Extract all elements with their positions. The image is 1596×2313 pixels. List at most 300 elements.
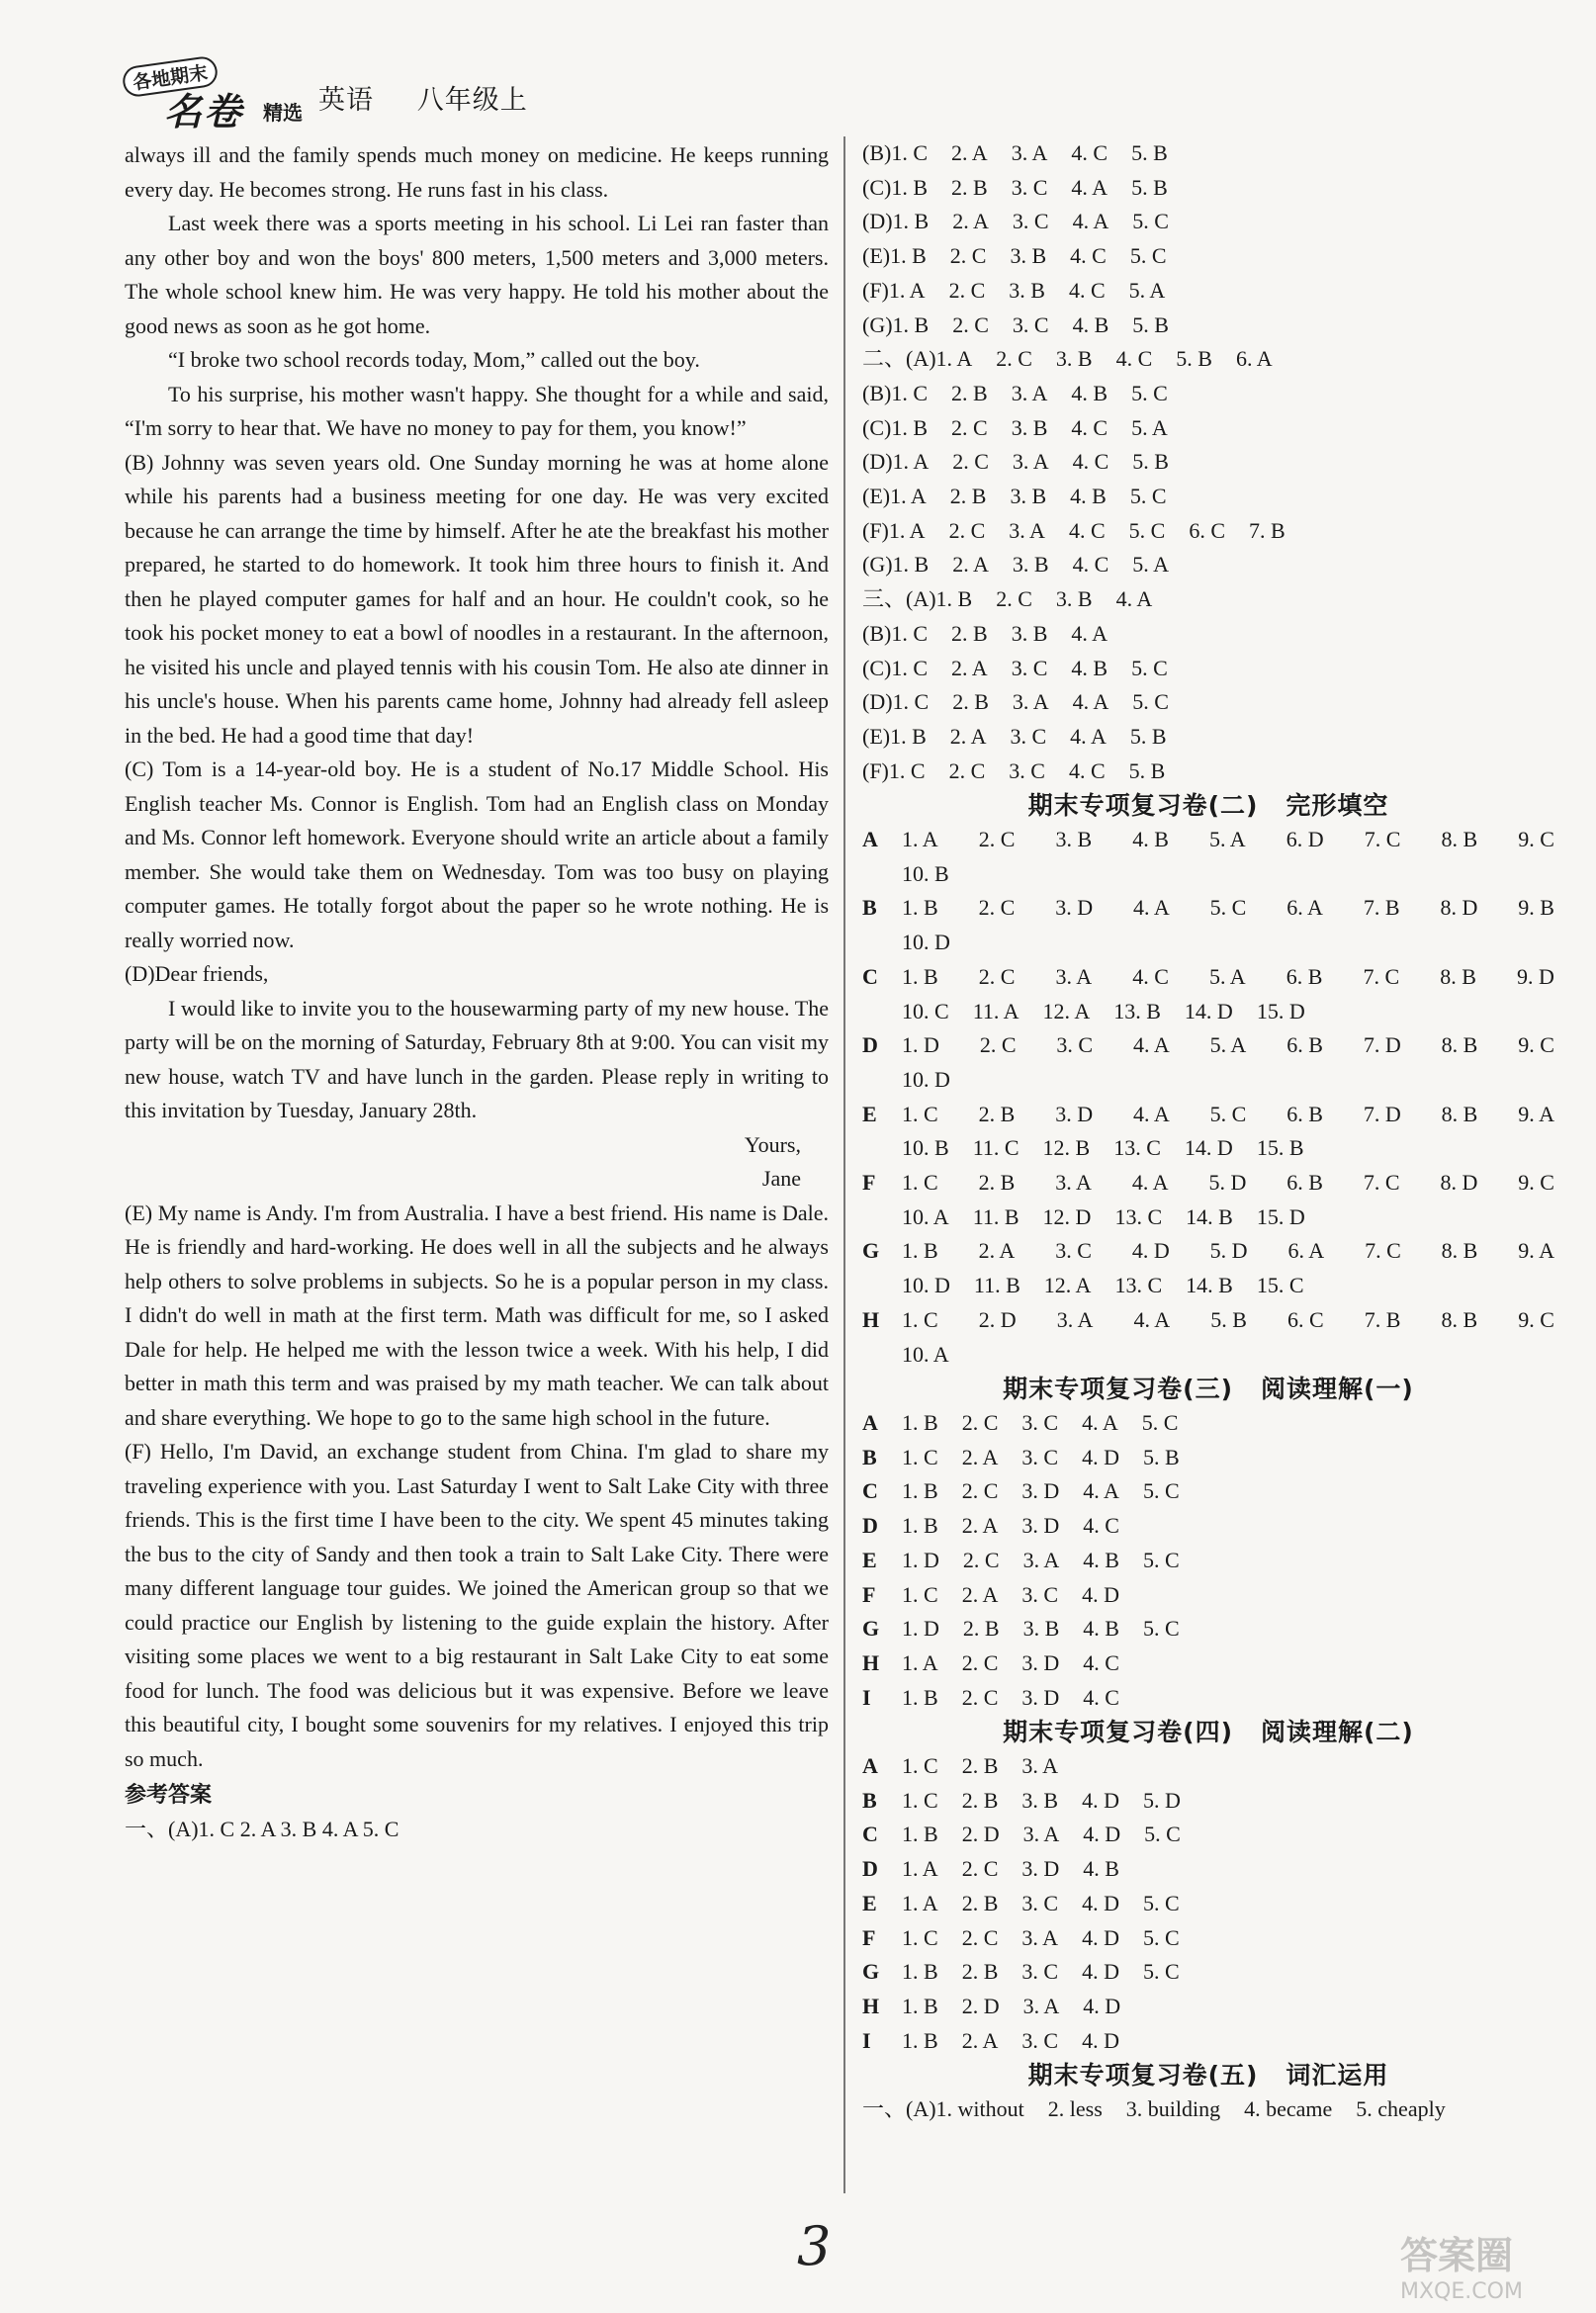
answer-item: 3. C xyxy=(1021,1581,1059,1607)
section-title-3-main: 期末专项复习卷(三) xyxy=(1003,1375,1233,1404)
answer-row xyxy=(862,171,1554,206)
answer-item: 3. C xyxy=(1021,2027,1059,2053)
answer-row-label: D xyxy=(862,1032,878,1058)
answer-item: 5. C xyxy=(1128,517,1166,543)
answer-item: 8. B xyxy=(1441,1238,1478,1264)
answer-item: 5. C xyxy=(1142,1478,1180,1504)
section-title-5-main: 期末专项复习卷(五) xyxy=(1027,2061,1259,2091)
answer-row-label: G xyxy=(862,1959,880,1985)
answer-item: 7. C xyxy=(1364,827,1401,852)
answer-item: 10. A xyxy=(902,1203,949,1229)
answer-item: 7. B xyxy=(1249,517,1286,543)
answer-item: 2. B xyxy=(951,620,988,646)
answer-item: 3. A xyxy=(1021,1753,1059,1778)
answer-item: 2. C xyxy=(962,1547,1000,1572)
answer-row xyxy=(862,891,1554,926)
answer-item: 12. B xyxy=(1042,1135,1091,1161)
answer-row-label: 一、(A) xyxy=(862,2096,936,2122)
answer-item: 3. D xyxy=(1021,1684,1060,1710)
answer-item: 1. B xyxy=(902,1409,938,1435)
answer-item: 2. A xyxy=(961,2027,999,2053)
answer-item: 3. B xyxy=(1011,414,1048,440)
answer-item: 5. C xyxy=(1131,380,1168,405)
answer-row-label: 二、(A) xyxy=(862,346,936,372)
answer-item: 13. C xyxy=(1113,1135,1161,1161)
answer-row-label: A xyxy=(862,1409,878,1435)
answer-item: 1. C xyxy=(902,1924,938,1950)
answer-row-label: F xyxy=(862,1924,876,1950)
answer-item: 1. B xyxy=(892,209,930,234)
answer-item: 3. D xyxy=(1021,1513,1060,1539)
answer-item: 2. C xyxy=(961,1856,999,1882)
column-divider xyxy=(843,136,845,2193)
answer-row xyxy=(862,1474,1554,1509)
answer-item: 2. B xyxy=(961,1890,999,1915)
answer-item: 5. B xyxy=(1131,174,1168,200)
answer-row xyxy=(862,1578,1554,1613)
answer-item: 5. D xyxy=(1209,1238,1248,1264)
answer-item: 4. D xyxy=(1082,2027,1119,2053)
answer-row-label: B xyxy=(862,895,877,921)
answer-item: 15. C xyxy=(1256,1273,1304,1298)
answer-item: 2. C xyxy=(948,517,986,543)
answer-item: 9. B xyxy=(1518,895,1554,921)
answer-row-label: (C) xyxy=(862,655,892,680)
answer-row-label: D xyxy=(862,1856,878,1882)
answer-item: 1. C xyxy=(902,1101,938,1126)
answer-item: 5. D xyxy=(1142,1787,1181,1813)
answer-row xyxy=(862,205,1554,239)
answer-row-label: B xyxy=(862,1787,877,1813)
answer-row-label: C xyxy=(862,1478,878,1504)
answer-item: 11. A xyxy=(972,998,1020,1023)
answer-row-spacer xyxy=(862,1131,902,1166)
answer-item: 4. C xyxy=(1083,1649,1119,1675)
answer-item: 5. C xyxy=(1144,1822,1181,1847)
answer-item: 7. D xyxy=(1363,1101,1401,1126)
answer-item: 3. D xyxy=(1055,895,1094,921)
answer-items xyxy=(902,1234,1554,1269)
answer-row-label: B xyxy=(862,1444,877,1469)
answer-row-label: (E) xyxy=(862,723,891,749)
answer-item: 2. C xyxy=(949,243,987,269)
answer-item: 5. A xyxy=(1209,827,1246,852)
answer-item: 3. B xyxy=(1021,1787,1059,1813)
watermark-line2: MXQE.COM xyxy=(1400,2279,1523,2304)
answer-item: 11. B xyxy=(972,1203,1020,1229)
answer-item: 5. C xyxy=(1209,1101,1247,1126)
answer-item: 2. C xyxy=(979,1032,1017,1058)
answer-item: 5. A xyxy=(1128,277,1166,303)
answer-items xyxy=(936,582,1153,617)
answer-row-label: (D) xyxy=(862,449,893,475)
answer-row xyxy=(862,1990,1554,2024)
subject-label: 英语 xyxy=(318,85,374,115)
answer-item: 10. D xyxy=(902,930,950,955)
answer-item: 4. B xyxy=(1071,380,1108,405)
answer-item: 1. B xyxy=(902,2027,938,2053)
right-column xyxy=(862,136,1554,2127)
answer-item: 4. D xyxy=(1083,1993,1121,2018)
answer-item: 1. B xyxy=(935,586,973,612)
page-header xyxy=(119,61,564,133)
answer-item: 1. B xyxy=(902,1478,938,1504)
answer-row-label: (B) xyxy=(862,380,892,405)
answer-item: 4. D xyxy=(1082,1787,1119,1813)
answer-item: 2. A xyxy=(961,1513,999,1539)
grade-label: 八年级上 xyxy=(416,85,528,115)
answer-item: 4. B xyxy=(1083,1856,1119,1882)
answer-item: 3. C xyxy=(1012,311,1049,337)
answer-item: 1. A xyxy=(902,1649,938,1675)
passage-paragraph: (E) My name is Andy. I'm from Australia. I have a best friend. His name is Dale. He is friendly and hard-working. He does well in all the subjects and he always help others to solve problems in subjects. So he is a popular person in my class. I didn't do well in math at the first term. Math was difficult for me, so I asked Dale for help. He helped me with the lesson twice a week. With his help, I did better in math this term and was praised by my math teacher. We can talk about and share everything. We hope to go to the same high school in the future. xyxy=(125,1200,829,1430)
answer-row-label: H xyxy=(862,1306,880,1332)
answer-items xyxy=(889,514,1286,549)
answer-items xyxy=(891,617,1108,652)
answer-row xyxy=(862,1509,1554,1544)
answer-item: 1. D xyxy=(902,1547,939,1572)
answer-row xyxy=(862,1063,1554,1098)
answer-item: 2. C xyxy=(948,277,986,303)
answer-row xyxy=(862,136,1554,171)
answer-row-label: G xyxy=(862,1616,880,1642)
answer-item: 4. C xyxy=(1068,277,1106,303)
passage-paragraph: I would like to invite you to the housewarming party of my new house. The party will be on the morning of Saturday, February 8th at 9:00. You can visit my new house, watch TV and have lunch in the garden. Please reply in writing to this invitation by Tuesday, January 28th. xyxy=(125,995,829,1122)
answer-item: 5. C xyxy=(1131,655,1168,680)
answer-item: 4. A xyxy=(1072,689,1109,715)
answer-row xyxy=(862,239,1554,274)
answer-item: 2. A xyxy=(952,209,989,234)
answer-row-label: D xyxy=(862,1513,878,1539)
answer-row-label: (B) xyxy=(862,620,892,646)
section-title-5-sub: 词汇运用 xyxy=(1286,2061,1389,2091)
answer-row xyxy=(862,1646,1554,1681)
answer-group-4 xyxy=(862,1749,1554,2058)
answer-item: 1. B xyxy=(902,1959,938,1985)
answer-item: 2. C xyxy=(961,1684,999,1710)
answer-item: 3. D xyxy=(1021,1478,1060,1504)
answer-item: 4. A xyxy=(1071,174,1108,200)
answer-item: 2. B xyxy=(961,1787,999,1813)
answer-item: 7. C xyxy=(1363,1170,1400,1196)
answer-row xyxy=(862,1921,1554,1956)
answer-row xyxy=(862,1612,1554,1646)
answer-item: 3. B xyxy=(1010,243,1047,269)
answer-items xyxy=(893,205,1169,239)
answer-item: 9. C xyxy=(1518,1170,1554,1196)
answer-item: 3. D xyxy=(1055,1101,1094,1126)
answer-item: 8. B xyxy=(1441,827,1478,852)
answer-item: 3. A xyxy=(1011,140,1048,165)
answer-item: 14. D xyxy=(1184,998,1233,1023)
answer-items xyxy=(891,411,1167,446)
answer-row-label: (D) xyxy=(862,209,893,234)
answer-item: 4. A xyxy=(1133,895,1170,921)
answer-items xyxy=(902,1166,1554,1201)
answer-item: 6. A xyxy=(1287,1238,1325,1264)
answer-item: 4. A xyxy=(1133,1101,1170,1126)
answer-row-spacer xyxy=(862,857,902,892)
answer-row-label: (D) xyxy=(862,689,893,715)
answer-row-label: (F) xyxy=(862,277,889,303)
answer-item: 4. C xyxy=(1083,1684,1119,1710)
answer-item: 1. C xyxy=(902,1581,938,1607)
passage-paragraph: always ill and the family spends much money on medicine. He keeps running every day. He becomes strong. He runs fast in his class. xyxy=(125,142,829,202)
answer-items xyxy=(902,1063,950,1098)
answer-row xyxy=(862,1749,1554,1784)
answer-items xyxy=(902,1028,1554,1063)
answer-item: 1. C xyxy=(891,655,929,680)
section-title-2 xyxy=(862,788,1554,823)
answer-item: 3. C xyxy=(1021,1444,1059,1469)
answer-row xyxy=(862,1955,1554,1990)
answer-item: 1. B xyxy=(902,1822,938,1847)
answer-item: 4. D xyxy=(1082,1890,1119,1915)
answer-items xyxy=(902,1509,1119,1544)
answer-row-spacer xyxy=(862,1338,902,1373)
answer-row-label: A xyxy=(862,827,878,852)
answer-item: 3. A xyxy=(1056,1306,1094,1332)
passage-paragraph: To his surprise, his mother wasn't happy. She thought for a while and said, “I'm sorry to hear that. We have no money to pay for them, you know!” xyxy=(125,381,829,440)
answer-item: 2. A xyxy=(961,1444,999,1469)
answer-item: 15. D xyxy=(1256,998,1305,1023)
answer-item: 6. C xyxy=(1189,517,1226,543)
answer-item: 3. A xyxy=(1011,380,1048,405)
answer-item: 5. B xyxy=(1176,346,1212,372)
answer-item: 2. C xyxy=(961,1478,999,1504)
answer-items xyxy=(902,960,1554,995)
answer-items xyxy=(902,1749,1058,1784)
answer-item: 3. B xyxy=(1009,277,1045,303)
signature-closing: Yours, xyxy=(744,1131,801,1157)
answer-item: 5. C xyxy=(1142,1616,1180,1642)
answer-item: 13. B xyxy=(1113,998,1161,1023)
answer-item: 12. D xyxy=(1042,1203,1092,1229)
answer-items xyxy=(890,239,1166,274)
answer-items xyxy=(893,445,1169,480)
answer-item: 1. A xyxy=(890,484,927,509)
answer-items xyxy=(902,1784,1181,1819)
answer-item: 1. A xyxy=(935,346,973,372)
answer-item: 2. A xyxy=(978,1238,1016,1264)
answer-item: 2. B xyxy=(962,1616,1000,1642)
answer-item: 3. A xyxy=(1012,689,1049,715)
answer-item: 5. C xyxy=(1141,1409,1179,1435)
answer-item: 4. C xyxy=(1115,346,1153,372)
answer-item: 6. B xyxy=(1286,1170,1323,1196)
answer-item: 1. D xyxy=(902,1616,939,1642)
answer-row-label: F xyxy=(862,1170,876,1196)
answer-item: 2. B xyxy=(978,1170,1016,1196)
answer-item: 3. A xyxy=(1012,449,1049,475)
answer-row xyxy=(862,342,1554,377)
answer-item: 4. C xyxy=(1072,552,1109,578)
answer-item: 1. A xyxy=(902,827,938,852)
answer-item: 4. C xyxy=(1083,1513,1119,1539)
answer-items xyxy=(902,1990,1120,2024)
answer-item: 6. C xyxy=(1286,1306,1324,1332)
answer-item: 3. building xyxy=(1125,2096,1221,2122)
answer-item: 2. C xyxy=(978,895,1016,921)
answer-item: 4. A xyxy=(1082,1409,1118,1435)
answer-item: 1. B xyxy=(902,1993,938,2018)
answer-item: 7. B xyxy=(1363,895,1400,921)
answer-row xyxy=(862,857,1554,892)
answer-item: 3. B xyxy=(1022,1616,1060,1642)
answer-item: 1. C xyxy=(891,140,929,165)
answer-item: 4. became xyxy=(1244,2096,1333,2122)
answer-item: 3. A xyxy=(1022,1547,1060,1572)
series-logo xyxy=(119,61,307,133)
answer-item: 2. A xyxy=(952,552,989,578)
answer-row xyxy=(862,2092,1554,2127)
answer-item: 2. less xyxy=(1047,2096,1103,2122)
passage-paragraph: (F) Hello, I'm David, an exchange student from China. I'm glad to share my traveling experience with you. Last Saturday I went to Salt Lake City with three friends. This is the first time I have been to the city. We spent 45 minutes taking the bus to the city of Sandy and then took a train to Salt Lake City. There were many different language tour guides. We joined the American group so that we could practice our English by listening to the guide explain the history. After visiting some places we went to a big restaurant in Salt Lake City to eat some food for lunch. The food was delicious but it was expensive. Before we leave this beautiful city, I bought some souvenirs for my relatives. I enjoyed this trip so much. xyxy=(125,1439,829,1771)
answer-item: 2. C xyxy=(961,1409,999,1435)
answer-row xyxy=(862,1441,1554,1475)
answer-row-label: C xyxy=(862,963,878,989)
answer-item: 4. C xyxy=(1068,517,1106,543)
answer-item: 2. C xyxy=(952,449,989,475)
answer-items xyxy=(902,1646,1119,1681)
answer-item: 1. without xyxy=(935,2096,1024,2122)
answer-item: 14. D xyxy=(1184,1135,1233,1161)
answer-item: 1. A xyxy=(892,449,930,475)
answer-items xyxy=(902,1544,1180,1578)
answer-row-spacer xyxy=(862,995,902,1029)
logo-line1: 各地期末 xyxy=(121,54,219,98)
answer-item: 10. D xyxy=(902,1066,950,1092)
answer-row xyxy=(862,1784,1554,1819)
logo-line2: 名卷 xyxy=(164,92,244,133)
answer-item: 2. C xyxy=(951,414,988,440)
answer-item: 2. B xyxy=(978,1101,1016,1126)
answer-item: 3. D xyxy=(1021,1856,1060,1882)
answer-item: 6. A xyxy=(1286,895,1323,921)
answer-group-1 xyxy=(862,136,1554,788)
answer-item: 8. B xyxy=(1440,963,1476,989)
answer-item: 4. A xyxy=(1083,1478,1119,1504)
answer-item: 4. C xyxy=(1070,243,1107,269)
page-number: 3 xyxy=(797,2215,832,2277)
answer-item: 13. C xyxy=(1114,1273,1163,1298)
answer-item: 6. A xyxy=(1235,346,1273,372)
reading-passages xyxy=(125,138,829,1128)
answer-item: 4. A xyxy=(1070,723,1107,749)
answer-items xyxy=(893,685,1169,720)
answer-item: 4. B xyxy=(1083,1547,1119,1572)
answer-row xyxy=(862,1681,1554,1716)
answer-row xyxy=(862,755,1554,789)
answer-item: 5. C xyxy=(1129,243,1167,269)
answer-item: 3. C xyxy=(1011,655,1048,680)
answer-item: 1. C xyxy=(902,1170,938,1196)
answer-item: 5. B xyxy=(1129,723,1167,749)
answer-item: 3. A xyxy=(1055,1170,1092,1196)
answer-row xyxy=(862,1544,1554,1578)
answer-items xyxy=(902,1131,1304,1166)
answer-item: 5. B xyxy=(1210,1306,1247,1332)
answer-item: 9. C xyxy=(1518,827,1554,852)
answer-items xyxy=(936,342,1273,377)
answer-item: 10. D xyxy=(902,1273,950,1298)
answer-item: 1. B xyxy=(902,1238,938,1264)
answer-item: 4. C xyxy=(1068,757,1106,783)
answer-row xyxy=(862,582,1554,617)
answer-item: 3. C xyxy=(1012,209,1049,234)
answer-item: 14. B xyxy=(1186,1273,1233,1298)
answer-row xyxy=(862,274,1554,309)
answer-row xyxy=(862,617,1554,652)
answer-item: 10. B xyxy=(902,1135,949,1161)
answer-item: 2. C xyxy=(978,963,1016,989)
answer-items xyxy=(902,1201,1305,1235)
answer-item: 4. C xyxy=(1072,449,1109,475)
answer-item: 11. C xyxy=(972,1135,1020,1161)
answer-item: 7. C xyxy=(1365,1238,1401,1264)
answer-items xyxy=(902,1303,1554,1338)
answer-item: 14. B xyxy=(1186,1203,1233,1229)
answer-group-5 xyxy=(862,2092,1554,2127)
answer-row xyxy=(862,445,1554,480)
answer-row-spacer xyxy=(862,1269,902,1303)
watermark-line1: 答案圈 xyxy=(1400,2234,1514,2277)
answer-row-label: 三、(A) xyxy=(862,586,936,612)
answer-items xyxy=(890,720,1166,755)
answer-row xyxy=(862,1338,1554,1373)
answer-row xyxy=(862,1131,1554,1166)
answer-item: 1. C xyxy=(902,1444,938,1469)
answer-item: 1. C xyxy=(902,1306,938,1332)
answer-row-label: H xyxy=(862,1649,880,1675)
answer-item: 12. A xyxy=(1043,1273,1092,1298)
answer-row-label: (C) xyxy=(862,174,892,200)
answer-item: 5. B xyxy=(1131,140,1168,165)
answer-row-label: (F) xyxy=(862,757,889,783)
answer-items xyxy=(902,1921,1180,1956)
answer-item: 1. C xyxy=(888,757,926,783)
section-title-2-sub: 完形填空 xyxy=(1286,791,1389,821)
answer-item: 3. B xyxy=(1010,484,1047,509)
answer-item: 1. B xyxy=(902,963,938,989)
answer-item: 1. A xyxy=(902,1856,938,1882)
answer-item: 8. B xyxy=(1441,1032,1478,1058)
answer-row-spacer xyxy=(862,1063,902,1098)
answer-item: 7. B xyxy=(1364,1306,1401,1332)
answer-item: 9. A xyxy=(1518,1101,1554,1126)
answer-item: 1. D xyxy=(902,1032,939,1058)
answer-row-label: H xyxy=(862,1993,880,2018)
answer-row xyxy=(862,1303,1554,1338)
answer-row xyxy=(862,1852,1554,1887)
answer-row-label: I xyxy=(862,2027,871,2053)
answer-row xyxy=(862,309,1554,343)
answer-item: 2. C xyxy=(978,827,1016,852)
answer-items xyxy=(902,1681,1119,1716)
answer-item: 4. A xyxy=(1133,1306,1171,1332)
answer-item: 1. C xyxy=(891,380,929,405)
answer-item: 4. A xyxy=(1115,586,1153,612)
section-title-4 xyxy=(862,1715,1554,1749)
answer-item: 4. D xyxy=(1082,1959,1119,1985)
answer-item: 1. C xyxy=(892,689,930,715)
answer-item: 4. C xyxy=(1071,414,1108,440)
answer-items xyxy=(902,1098,1554,1132)
answer-item: 5. B xyxy=(1132,449,1169,475)
answer-item: 1. B xyxy=(890,723,927,749)
answer-row xyxy=(862,377,1554,411)
answers-heading: 参考答案 xyxy=(125,1782,213,1807)
